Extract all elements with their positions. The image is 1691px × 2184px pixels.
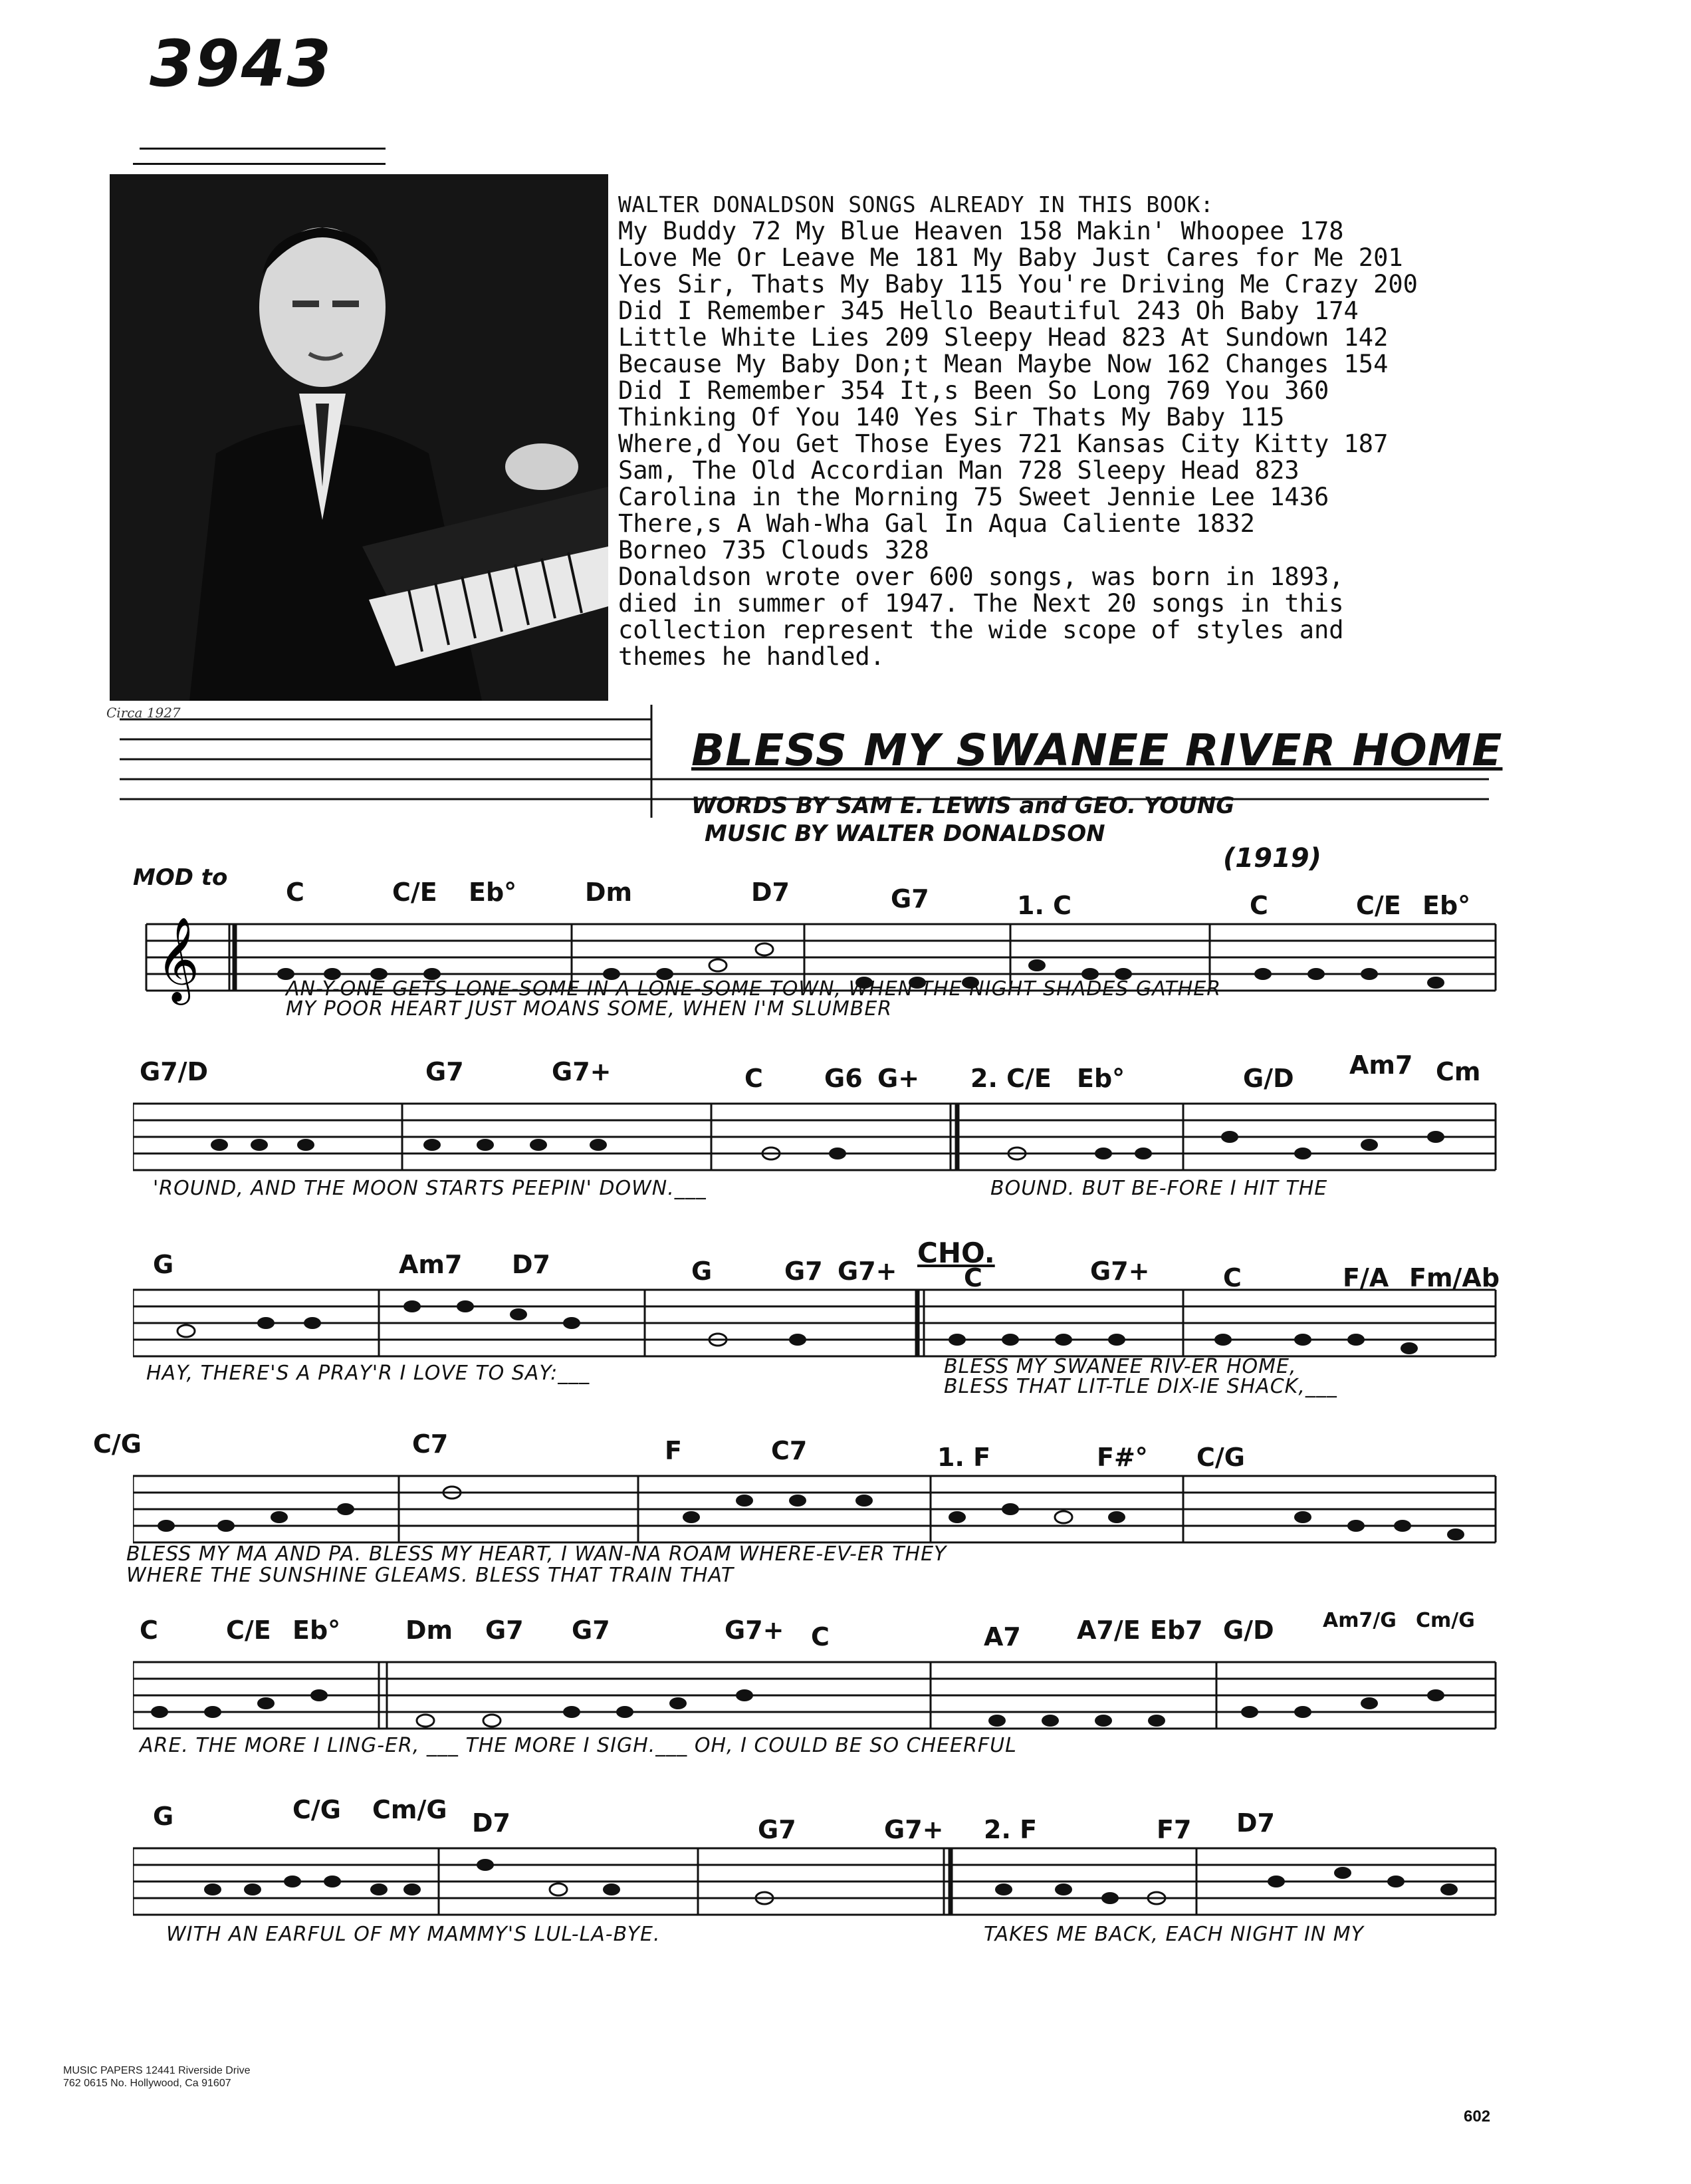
- staff-system-6: [133, 1795, 1502, 1948]
- staff-system-3: [133, 1237, 1502, 1398]
- chord-symbol: C/E: [226, 1616, 271, 1645]
- chord-symbol: Eb°: [292, 1616, 341, 1645]
- chord-symbol: C: [1223, 1263, 1242, 1292]
- songs-list-line: Did I Remember 345 Hello Beautiful 243 Oh Baby 174: [618, 297, 1359, 325]
- chord-symbol: C/G: [292, 1795, 341, 1824]
- publisher-line: 762 0615 No. Hollywood, Ca 91607: [63, 2078, 231, 2089]
- chorus-marker: CHO.: [917, 1237, 995, 1269]
- svg-text:𝄞: 𝄞: [156, 916, 200, 1001]
- composer-credit: MUSIC BY WALTER DONALDSON: [705, 820, 1105, 847]
- chord-symbol: G7+: [838, 1257, 897, 1286]
- chord-symbol: F7: [1157, 1815, 1192, 1844]
- chord-symbol: D7: [1236, 1808, 1275, 1838]
- chord-symbol: D7: [751, 878, 790, 907]
- chord-symbol: D7: [472, 1808, 510, 1838]
- songs-list-line: Love Me Or Leave Me 181 My Baby Just Cares for Me 201: [618, 243, 1403, 272]
- chord-symbol: C: [140, 1616, 158, 1645]
- lyric-line: WHERE THE SUNSHINE GLEAMS. BLESS THAT TRAIN THAT: [126, 1564, 734, 1587]
- bio-line: themes he handled.: [618, 642, 885, 671]
- songs-list-line: My Buddy 72 My Blue Heaven 158 Makin' Whoopee 178: [618, 217, 1344, 245]
- photo-caption: Circa 1927: [106, 705, 181, 721]
- staff-system-5: [133, 1609, 1502, 1762]
- tempo-marking: MOD to: [133, 864, 228, 891]
- songs-list-line: Sam, The Old Accordian Man 728 Sleepy Head 823: [618, 456, 1299, 485]
- chord-symbol: C: [286, 878, 304, 907]
- chord-symbol: G/D: [1223, 1616, 1274, 1645]
- chord-symbol: G7: [425, 1057, 464, 1086]
- songs-list-line: There,s A Wah-Wha Gal In Aqua Caliente 1832: [618, 509, 1255, 538]
- lyric-line: WITH AN EARFUL OF MY MAMMY'S LUL-LA-BYE.: [166, 1923, 661, 1946]
- chord-symbol: C: [811, 1622, 830, 1651]
- chord-symbol: F: [665, 1436, 682, 1465]
- chord-symbol: G7+: [1090, 1257, 1150, 1286]
- chord-symbol: G+: [877, 1064, 920, 1093]
- lyric-line: AN-Y-ONE GETS LONE-SOME IN A LONE-SOME TOWN, WHEN THE NIGHT SHADES GATHER: [286, 977, 1222, 1001]
- songs-list-line: Yes Sir, Thats My Baby 115 You're Driving Me Crazy 200: [618, 270, 1418, 299]
- staff-system-2: [133, 1050, 1502, 1203]
- lyric-line: ARE. THE MORE I LING-ER, ___ THE MORE I SIGH.___ OH, I COULD BE SO CHEERFUL: [140, 1734, 1017, 1757]
- chord-symbol: G: [691, 1257, 713, 1286]
- chord-symbol: Cm/G: [1416, 1609, 1475, 1632]
- chord-symbol: D7: [512, 1250, 550, 1279]
- composer-photo: [110, 174, 608, 701]
- chord-symbol: Eb°: [1077, 1064, 1125, 1093]
- chord-symbol: G7: [891, 884, 929, 913]
- chord-symbol: G7: [572, 1616, 610, 1645]
- song-title: BLESS MY SWANEE RIVER HOME: [691, 725, 1503, 776]
- bio-line: Donaldson wrote over 600 songs, was born in 1893,: [618, 562, 1344, 591]
- chord-symbol: Am7/G: [1323, 1609, 1397, 1632]
- songs-list-line: Carolina in the Morning 75 Sweet Jennie Lee 1436: [618, 483, 1329, 511]
- chord-symbol: Am7: [399, 1250, 463, 1279]
- chord-symbol: 1. F: [937, 1443, 991, 1472]
- chord-symbol: Eb°: [469, 878, 517, 907]
- chord-symbol: 1. C: [1017, 891, 1071, 920]
- chord-symbol: G6: [824, 1064, 863, 1093]
- publisher-imprint: [63, 2064, 251, 2090]
- lyric-line: HAY, THERE'S A PRAY'R I LOVE TO SAY:___: [146, 1362, 590, 1385]
- chord-symbol: G7: [485, 1616, 524, 1645]
- songs-list-line: Thinking Of You 140 Yes Sir Thats My Baby 115: [618, 403, 1285, 431]
- chord-symbol: Cm: [1436, 1057, 1481, 1086]
- songs-list-line: Because My Baby Don;t Mean Maybe Now 162 Changes 154: [618, 350, 1389, 378]
- chord-symbol: G/D: [1243, 1064, 1294, 1093]
- lyric-line: BLESS MY SWANEE RIV-ER HOME,: [944, 1355, 1297, 1378]
- chord-symbol: 2. C/E: [970, 1064, 1052, 1093]
- songs-list-line: Where,d You Get Those Eyes 721 Kansas City Kitty 187: [618, 429, 1389, 458]
- chord-symbol: C/G: [93, 1429, 142, 1459]
- chord-symbol: 2. F: [984, 1815, 1038, 1844]
- chord-symbol: Cm/G: [372, 1795, 447, 1824]
- header-rule-1: [140, 148, 386, 150]
- composer-portrait-graphic: [110, 174, 608, 701]
- bio-line: died in summer of 1947. The Next 20 songs in this: [618, 589, 1344, 618]
- staff-system-4: [93, 1423, 1502, 1587]
- page-number: 602: [1464, 2108, 1491, 2125]
- chord-symbol: G: [153, 1802, 174, 1831]
- chord-symbol: Eb°: [1422, 891, 1471, 920]
- chord-symbol: C/E: [392, 878, 437, 907]
- chord-symbol: Fm/Ab: [1409, 1263, 1500, 1292]
- chord-symbol: A7: [984, 1622, 1021, 1651]
- header-rule-2: [133, 163, 386, 165]
- chord-symbol: G7+: [884, 1815, 944, 1844]
- songs-already-in-book: [618, 191, 1562, 670]
- chord-symbol: F/A: [1343, 1263, 1389, 1292]
- publisher-line: MUSIC PAPERS 12441 Riverside Drive: [63, 2065, 251, 2076]
- lyric-line: BLESS THAT LIT-TLE DIX-IE SHACK,___: [944, 1375, 1337, 1398]
- chord-symbol: G7+: [552, 1057, 612, 1086]
- chord-symbol: C7: [412, 1429, 449, 1459]
- chord-symbol: C: [744, 1064, 763, 1093]
- chord-symbol: G7: [784, 1257, 823, 1286]
- chord-symbol: Am7: [1349, 1050, 1413, 1080]
- chord-symbol: G7/D: [140, 1057, 209, 1086]
- staff-system-1: [133, 864, 1502, 1021]
- song-year: (1919): [1223, 843, 1321, 874]
- chord-symbol: G: [153, 1250, 174, 1279]
- chord-symbol: G7: [758, 1815, 796, 1844]
- lyric-line: TAKES ME BACK, EACH NIGHT IN MY: [984, 1923, 1364, 1946]
- songs-list-line: Borneo 735 Clouds 328: [618, 536, 929, 564]
- chord-symbol: C7: [771, 1436, 808, 1465]
- bio-line: collection represent the wide scope of styles and: [618, 616, 1344, 644]
- lyric-line: 'ROUND, AND THE MOON STARTS PEEPIN' DOWN.___: [153, 1177, 707, 1200]
- chord-symbol: C: [964, 1263, 982, 1292]
- lyric-line: BOUND. BUT BE-FORE I HIT THE: [990, 1177, 1328, 1200]
- lyric-line: BLESS MY MA AND PA. BLESS MY HEART, I WAN-NA ROAM WHERE-EV-ER THEY: [126, 1542, 947, 1566]
- chord-symbol: A7/E: [1077, 1616, 1141, 1645]
- chord-symbol: C/E: [1356, 891, 1401, 920]
- chord-symbol: Dm: [585, 878, 633, 907]
- songs-list-heading: WALTER DONALDSON SONGS ALREADY IN THIS BOOK:: [618, 191, 1214, 217]
- chord-symbol: Dm: [405, 1616, 453, 1645]
- lyric-line: MY POOR HEART JUST MOANS SOME, WHEN I'M SLUMBER: [286, 997, 893, 1021]
- songs-list-line: Little White Lies 209 Sleepy Head 823 At Sundown 142: [618, 323, 1389, 352]
- chord-symbol: F#°: [1097, 1443, 1148, 1472]
- chord-symbol: C/G: [1196, 1443, 1245, 1472]
- chord-symbol: G7+: [725, 1616, 784, 1645]
- songs-list-line: Did I Remember 354 It,s Been So Long 769 You 360: [618, 376, 1329, 405]
- chord-symbol: Eb7: [1150, 1616, 1203, 1645]
- lyricist-credit: WORDS BY SAM E. LEWIS and GEO. YOUNG: [691, 792, 1235, 819]
- chord-symbol: C: [1250, 891, 1268, 920]
- document-number: 3943: [150, 27, 333, 101]
